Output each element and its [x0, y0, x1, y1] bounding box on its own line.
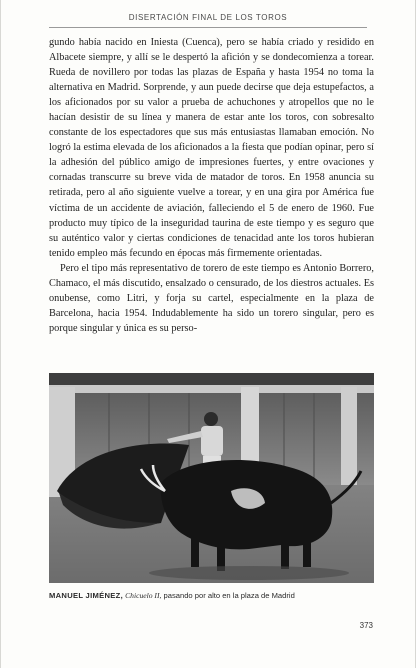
caption-text: pasando por alto en la plaza de Madrid: [163, 591, 295, 600]
body-text: [49, 35, 374, 336]
shadow: [149, 566, 349, 580]
barrier-top: [49, 385, 374, 393]
barrier-post: [341, 387, 357, 485]
page-number: 373: [359, 621, 373, 630]
paragraph-2: Pero el tipo más representativo de torero de este tiempo es Antonio Borrero, Chamaco, el más discutido, ensalzado o censurado, de los diestros actuales. Es onubense, como Litri, y forja su cartel, especialmente en la plaza de Barcelona, hacia 1954. Indudablemente ha sido un torero singular, pero es porque singular y única es su perso-: [49, 262, 374, 334]
running-head: DISERTACIÓN FINAL DE LOS TOROS: [49, 0, 367, 28]
caption-name: MANUEL JIMÉNEZ,: [49, 591, 123, 600]
paragraph-1: gundo había nacido en Iniesta (Cuenca), pero se había criado y residido en Albacete siempre, y allí se le despertó la afición y se dondecomienza a torear. Rueda de novillero por todas las plazas de España y hasta 1954 no toma la alternativa en Madrid. Sorprende, y aun puede decirse que deja estupefactos, a los aficionados por su valor a prueba de achuchones y atropellos que no le hacían desistir de su línea y manera de estar ante los toros, con sobresalto constante de los espectadores que sus más entusiastas llamaban emoción. No logró la estima elevada de los aficionados a la fiesta que podían opinar, pero sí la adhesión del público amigo de impresiones fuertes, y entre ovaciones y cornadas transcurre su breve vida de matador de toros. En 1958 anuncia su retirada, pero al año siguiente vuelve a torear, y en una gira por América fue víctima de un accidente de aviación, falleciendo el 5 de enero de 1960. Fue producto muy típico de la inseguridad taurina de este tiempo y es seguro que su auténtico valor y ciertas condiciones de tenacidad ante los toros hubieran tenido empleo más fecundo en épocas más firmemente orientadas.: [49, 37, 374, 259]
photo-caption: [49, 591, 379, 600]
bullfight-photo: [49, 373, 374, 583]
crowd-stands: [49, 373, 374, 387]
caption-nickname: Chicuelo II,: [125, 591, 162, 600]
